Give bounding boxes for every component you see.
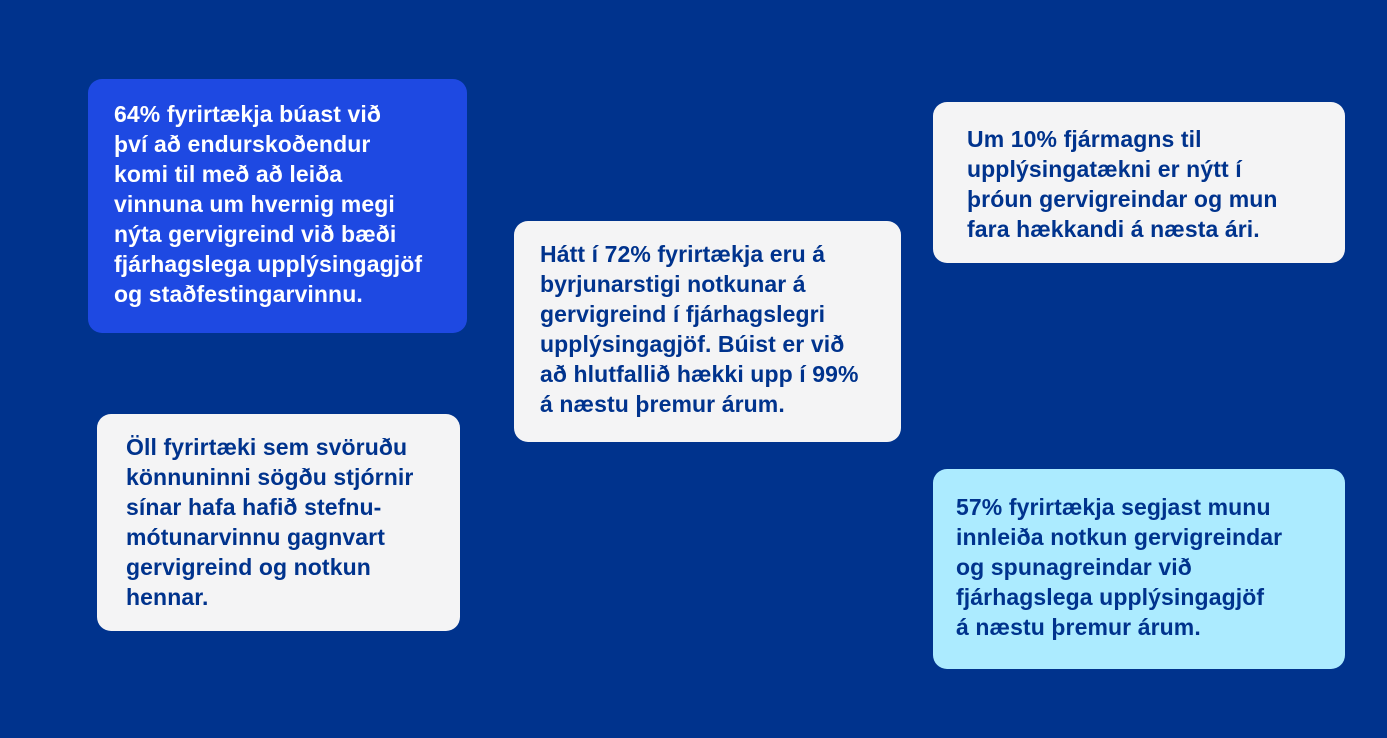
stat-card-boards: Öll fyrirtæki sem svöruðu könnuninni sögðu stjórnir sínar hafa hafið stefnu- mótunarvinnu gagnvart gervigreind og notkun hennar. — [97, 414, 460, 631]
stat-card-early-stage: Hátt í 72% fyrirtækja eru á byrjunarstigi notkunar á gervigreind í fjárhagslegri upplýsingagjöf. Búist er við að hlutfallið hækki upp í 99% á næstu þremur árum. — [514, 221, 901, 442]
stat-card-it-funding: Um 10% fjármagns til upplýsingatækni er nýtt í þróun gervigreindar og mun fara hækkandi á næsta ári. — [933, 102, 1345, 263]
stat-card-auditors: 64% fyrirtækja búast við því að endurskoðendur komi til með að leiða vinnuna um hvernig megi nýta gervigreind við bæði fjárhagslega upplýsingagjöf og staðfestingarvinnu. — [88, 79, 467, 333]
stat-card-implementation: 57% fyrirtækja segjast munu innleiða notkun gervigreindar og spunagreindar við fjárhagslega upplýsingagjöf á næstu þremur árum. — [933, 469, 1345, 669]
